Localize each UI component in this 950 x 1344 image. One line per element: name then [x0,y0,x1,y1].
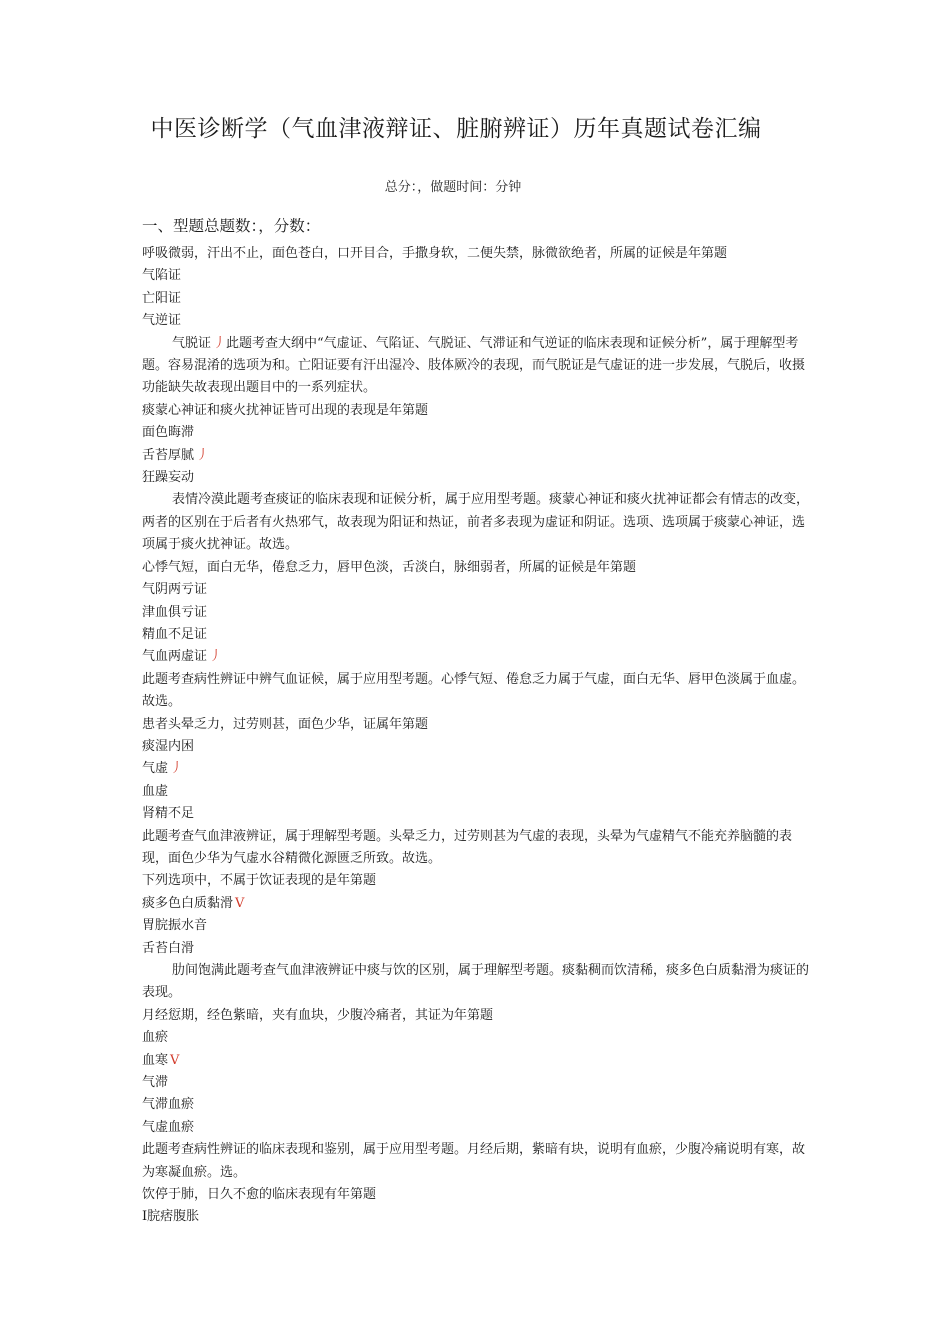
correct-mark-icon: V [170,1052,180,1068]
answer-option [142,758,810,780]
answer-option: 面色晦滞 [142,425,195,441]
answer-option: 气滞 [142,1075,169,1091]
correct-mark-icon: 丿 [170,761,184,777]
section-heading: 一、型题总题数：，分数： [142,217,321,235]
explanation-text: 此题考查大纲中“气虚证、气陷证、气脱证、气滞证和气逆证的临床表现和证候分析”，属于理解型考题。容易混淆的选项为和。亡阳证要有汗出湿冷、肢体厥冷的表现，而气脱证是气虚证的进一步发展，气脱后，收摄功能缺失故表现出题目中的一系列症状。 [142,335,806,396]
answer-option: 津血俱亏证 [142,604,208,620]
answer-option: 气滞血瘀 [142,1097,195,1113]
question-stem: 饮停于肺，日久不愈的临床表现有年第题 [142,1187,377,1203]
correct-mark-icon: 丿 [196,447,210,463]
answer-option: 气逆证 [142,313,182,329]
answer-option: 肾精不足 [142,806,195,822]
answer-option-label: 气虚 [142,761,169,777]
answer-option: 气阴两亏证 [142,582,208,598]
answer-option [142,646,810,668]
correct-mark-icon: 丿 [213,335,227,351]
answer-option: 舌苔白滑 [142,940,195,956]
explanation [142,960,810,1005]
answer-option: 血瘀 [142,1030,169,1046]
answer-option [142,893,810,915]
answer-option: 血虚 [142,783,169,799]
explanation: 此题考查气血津液辨证，属于理解型考题。头晕乏力，过劳则甚为气虚的表现，头晕为气虚精气不能充养脑髓的表现，面色少华为气虚水谷精微化源匮乏所致。故选。 [142,828,793,866]
answer-option [142,445,810,467]
answer-option-label: 表情冷漠 [172,492,225,508]
explanation [142,489,810,556]
answer-option-label: 舌苔厚腻 [142,447,195,463]
question-stem: 下列选项中，不属于饮证表现的是年第题 [142,873,377,889]
question-stem: 月经愆期，经色紫暗，夹有血块，少腹冷痛者，其证为年第题 [142,1007,494,1023]
correct-mark-icon: V [235,895,245,911]
answer-option-label: 气血两虚证 [142,649,208,665]
answer-option: 痰湿内困 [142,738,195,754]
answer-option: 亡阳证 [142,290,182,306]
correct-mark-icon: 丿 [209,649,223,665]
answer-option-label: 血寒 [142,1052,169,1068]
answer-option: I脘痞腹胀 [142,1209,200,1225]
answer-option: 狂躁妄动 [142,470,195,486]
page-title: 中医诊断学（气血津液辩证、脏腑辨证）历年真题试卷汇编 [150,116,762,142]
answer-option: 气虚血瘀 [142,1119,195,1135]
answer-option: 胃脘振水音 [142,918,208,934]
explanation-text: 此题考查气血津液辨证中痰与饮的区别，属于理解型考题。痰黏稠而饮清稀，痰多色白质黏滑为痰证的表现。 [142,963,810,1001]
question-stem: 痰蒙心神证和痰火扰神证皆可出现的表现是年第题 [142,402,429,418]
explanation-text: 此题考查痰证的临床表现和证候分析，属于应用型考题。痰蒙心神证和痰火扰神证都会有情志的改变，两者的区别在于后者有火热邪气，故表现为阳证和热证，前者多表现为虚证和阴证。选项、选项属于痰蒙心神证，选项属于痰火扰神证。故选。 [142,492,810,553]
score-line: 总分：，做题时间：分钟 [384,180,522,195]
question-stem: 心悸气短，面白无华，倦怠乏力，唇甲色淡，舌淡白，脉细弱者，所属的证候是年第题 [142,559,637,575]
answer-option: 气陷证 [142,268,182,284]
answer-option [142,1050,810,1072]
answer-option: 精血不足证 [142,626,208,642]
answer-option-correct: 气脱证 [172,335,212,351]
answer-option-label: 痰多色白质黏滑 [142,895,234,911]
explanation: 此题考查病性辨证的临床表现和鉴别，属于应用型考题。月经后期，紫暗有块，说明有血瘀，少腹冷痛说明有寒，故为寒凝血瘀。选。 [142,1142,806,1180]
question-stem: 呼吸微弱，汗出不止，面色苍白，口开目合，手撒身软，二便失禁，脉微欲绝者，所属的证候是年第题 [142,246,728,261]
explanation [142,333,810,400]
explanation: 此题考查病性辨证中辨气血证候，属于应用型考题。心悸气短、倦怠乏力属于气虚，面白无华、唇甲色淡属于血虚。故选。 [142,671,806,710]
question-list [142,243,810,1229]
answer-option-label: 肋间饱满 [172,963,225,978]
question-stem: 患者头晕乏力，过劳则甚，面色少华，证属年第题 [142,716,429,732]
